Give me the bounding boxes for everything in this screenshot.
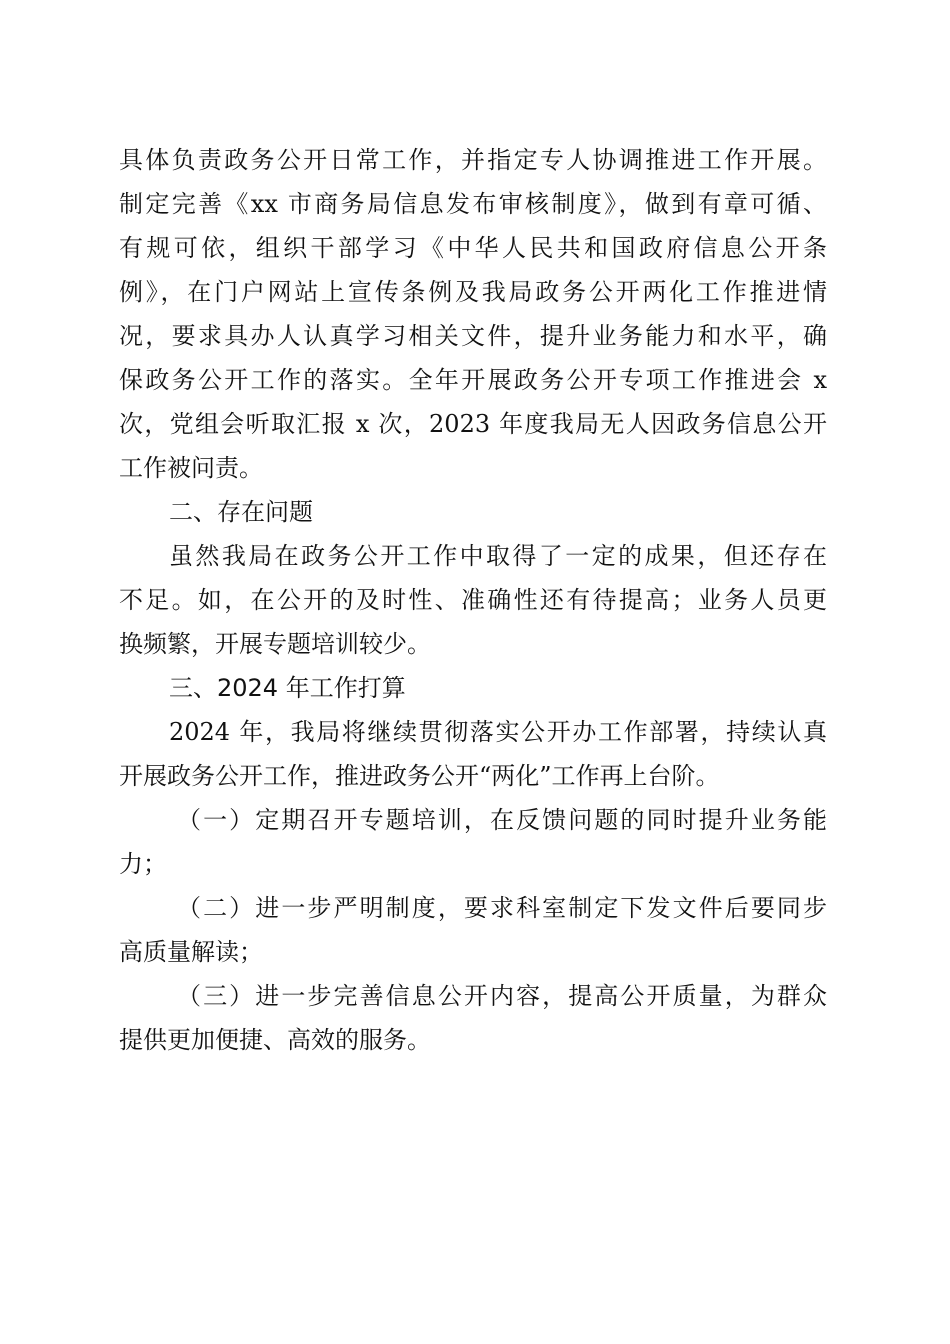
text-line: 次，党组会听取汇报 x 次，2023 年度我局无人因政务信息公开 <box>119 410 827 438</box>
paragraph-work-summary <box>119 138 827 490</box>
text-line: 工作被问责。 <box>119 454 263 482</box>
text-line: （二）进一步严明制度，要求科室制定下发文件后要同步 <box>177 894 827 922</box>
text-line: （一）定期召开专题培训，在反馈问题的同时提升业务能 <box>177 806 827 834</box>
text-line: 换频繁，开展专题培训较少。 <box>119 630 431 658</box>
plan-item-2 <box>119 886 827 974</box>
text-line: 具体负责政务公开日常工作，并指定专人协调推进工作开展。 <box>119 146 827 174</box>
paragraph-plans <box>119 710 827 798</box>
text-line: 不足。如，在公开的及时性、准确性还有待提高；业务人员更 <box>119 586 827 614</box>
text-line: 例》，在门户网站上宣传条例及我局政务公开两化工作推进情 <box>119 278 827 306</box>
text-line: 提供更加便捷、高效的服务。 <box>119 1026 431 1054</box>
section-heading-problems: 二、存在问题 <box>169 498 313 526</box>
text-line: 保政务公开工作的落实。全年开展政务公开专项工作推进会 x <box>119 366 827 394</box>
text-line: 开展政务公开工作，推进政务公开“两化”工作再上台阶。 <box>119 762 720 790</box>
plan-item-3 <box>119 974 827 1062</box>
document-page <box>119 138 827 1062</box>
text-line: 虽然我局在政务公开工作中取得了一定的成果，但还存在 <box>169 542 827 570</box>
text-line: 高质量解读； <box>119 938 263 966</box>
text-line: 制定完善《xx 市商务局信息发布审核制度》，做到有章可循、 <box>119 190 827 218</box>
text-line: 力； <box>119 850 167 878</box>
text-line: 2024 年，我局将继续贯彻落实公开办工作部署，持续认真 <box>169 718 827 746</box>
text-line: 有规可依，组织干部学习《中华人民共和国政府信息公开条 <box>119 234 827 262</box>
section-heading-plans: 三、2024 年工作打算 <box>169 674 406 702</box>
text-line: 况，要求具办人认真学习相关文件，提升业务能力和水平，确 <box>119 322 827 350</box>
text-line: （三）进一步完善信息公开内容，提高公开质量，为群众 <box>177 982 827 1010</box>
plan-item-1 <box>119 798 827 886</box>
paragraph-problems <box>119 534 827 666</box>
